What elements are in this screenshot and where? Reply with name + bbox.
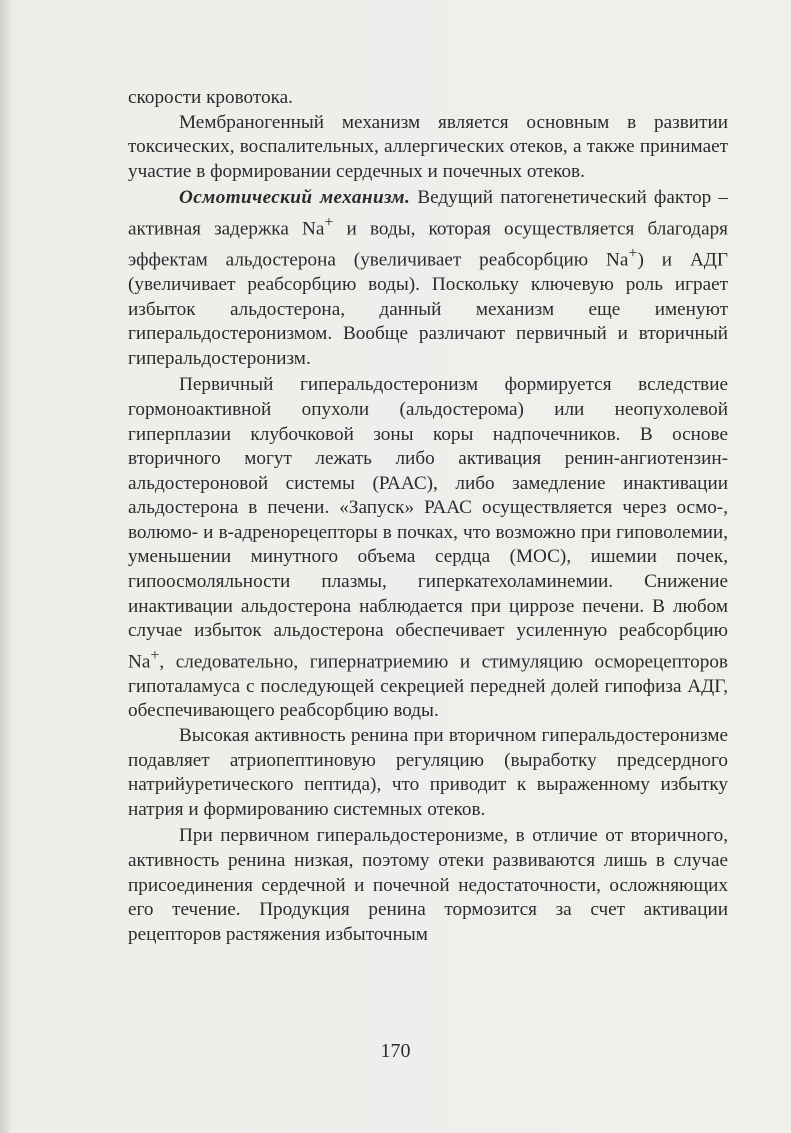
paragraph-3 — [128, 186, 728, 371]
superscript-plus: + — [628, 244, 638, 262]
paragraph-4 — [128, 373, 728, 724]
paragraph-4-text-a: Первичный гиперальдостеронизм формируется вследствие гормоноактивной опухоли (альдостерома) или неопухолевой гиперплазии клубочковой зоны коры надпочечников. В основе вторичного могут лежать либо активация ренин-ангиотензин-альдостероновой системы (РААС), либо замедление инактивации альдостерона в печени. «Запуск» РААС осуществляется через осмо-, волюмо- и в-адренорецепторы в почках, что возможно при гиповолемии, уменьшении минутного объема сердца (МОС), ишемии почек, гипоосмоляльности плазмы, гиперкатехоламинемии. Снижение инактивации альдостерона наблюдается при циррозе печени. В любом случае избыток альдостерона обеспечивает усиленную реабсорбцию Na — [128, 374, 728, 673]
paragraph-4-text-b: , следовательно, гипернатриемию и стимуляцию осморецепторов гипоталамуса с последующей секрецией передней долей гипофиза АДГ, обеспечивающего реабсорбцию воды. — [128, 651, 728, 722]
paragraph-5: Высокая активность ренина при вторичном гиперальдостеронизме подавляет атриопептиновую регуляцию (выработку предсердного натрийуретического пептида), что приводит к выраженному избытку натрия и формированию системных отеков. — [128, 725, 728, 820]
paragraph-1: скорости кровотока. — [128, 87, 293, 108]
paragraph-3-text-c: ) и АДГ (увеличивает реабсорбцию воды). Поскольку ключевую роль играет избыток альдостерона, данный механизм еще именуют гиперальдостеронизмом. Вообще различают первичный и вторичный гиперальдостеронизм. — [128, 249, 728, 369]
paragraph-6: При первичном гиперальдостеронизме, в отличие от вторичного, активность ренина низкая, поэтому отеки развиваются лишь в случае присоединения сердечной и почечной недостаточности, осложняющих его течение. Продукция ренина тормозится за счет активации рецепторов растяжения избыточным — [128, 825, 728, 945]
body-text — [128, 86, 728, 947]
superscript-plus: + — [150, 646, 160, 664]
section-lead-heading: Осмотический механизм. — [179, 187, 411, 209]
paragraph-2: Мембраногенный механизм является основным в развитии токсических, воспалительных, аллергических отеков, а также принимает участие в формировании сердечных и почечных отеков. — [128, 111, 728, 182]
superscript-plus: + — [324, 213, 334, 231]
page-number: 170 — [380, 1040, 411, 1062]
paragraph-3-text-a: Ведущий патогенетический фактор – активная задержка Na — [128, 187, 729, 240]
page-spine-shadow — [0, 0, 10, 1133]
paragraph-3-text-b: и воды, которая осуществляется благодаря эффектам альдостерона (увеличивает реабсорбцию Na — [128, 218, 729, 271]
